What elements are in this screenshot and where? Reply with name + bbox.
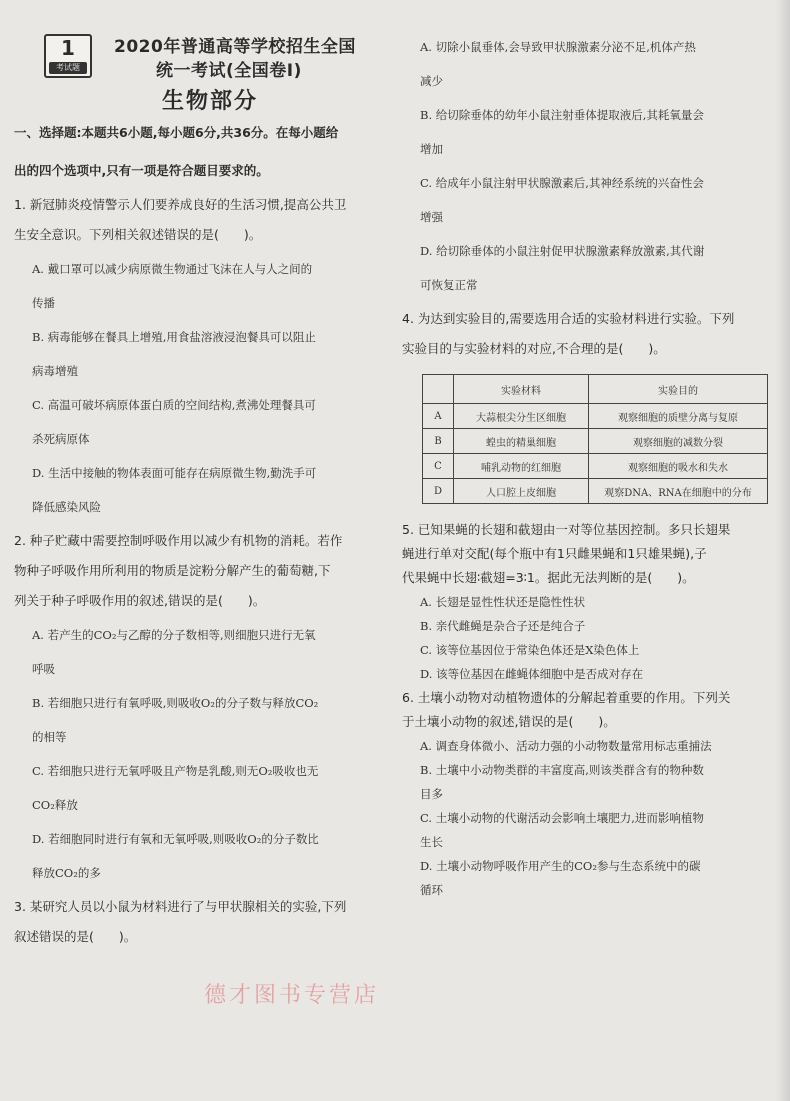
table-header-cell: 实验材料 (454, 375, 589, 404)
table-cell: 蝗虫的精巢细胞 (454, 429, 589, 454)
exam-title-line1: 2020年普通高等学校招生全国 (114, 37, 356, 57)
q6-option-c-line2: 生长 (420, 835, 443, 849)
table-row (423, 429, 768, 454)
q2-option-a-line1: A. 若产生的CO₂与乙醇的分子数相等,则细胞只进行无氧 (32, 628, 316, 642)
q1-option-b-line2: 病毒增殖 (32, 364, 78, 378)
q1-option-c-line2: 杀死病原体 (32, 432, 90, 446)
q1-stem-line1: 1. 新冠肺炎疫情警示人们要养成良好的生活习惯,提高公共卫 (14, 197, 347, 212)
question-3-options (402, 32, 778, 300)
section-instruction-line2: 出的四个选项中,只有一项是符合题目要求的。 (14, 163, 269, 178)
q5-stem-line2: 蝇进行单对交配(每个瓶中有1只雌果蝇和1只雄果蝇),子 (402, 546, 707, 561)
q2-stem-line3: 列关于种子呼吸作用的叙述,错误的是( )。 (14, 593, 266, 608)
table-cell: 人口腔上皮细胞 (454, 479, 589, 504)
right-column (402, 28, 778, 902)
q3-option-b-line1: B. 给切除垂体的幼年小鼠注射垂体提取液后,其耗氧量会 (420, 108, 704, 122)
scan-edge-shadow (776, 0, 790, 1101)
table-cell: 哺乳动物的红细胞 (454, 454, 589, 479)
q2-option-c-line2: CO₂释放 (32, 798, 78, 812)
q4-stem-line1: 4. 为达到实验目的,需要选用合适的实验材料进行实验。下列 (402, 311, 735, 326)
subject-title: 生物部分 (162, 89, 259, 114)
shop-watermark: 德才图书专营店 (204, 983, 380, 1008)
q3-stem-line1: 3. 某研究人员以小鼠为材料进行了与甲状腺相关的实验,下列 (14, 899, 347, 914)
table-cell: B (423, 429, 454, 454)
q1-option-d-line1: D. 生活中接触的物体表面可能存在病原微生物,勤洗手可 (32, 466, 317, 480)
q5-stem-line1: 5. 已知果蝇的长翅和截翅由一对等位基因控制。多只长翅果 (402, 522, 731, 537)
q1-option-c-line1: C. 高温可破坏病原体蛋白质的空间结构,煮沸处理餐具可 (32, 398, 316, 412)
q3-option-c-line1: C. 给成年小鼠注射甲状腺激素后,其神经系统的兴奋性会 (420, 176, 704, 190)
table-cell: D (423, 479, 454, 504)
q6-stem-line2: 于土壤小动物的叙述,错误的是( )。 (402, 714, 616, 729)
table-cell: 观察细胞的吸水和失水 (589, 454, 768, 479)
table-cell: A (423, 404, 454, 429)
q6-option-a: A. 调查身体微小、活动力强的小动物数量常用标志重捕法 (420, 739, 712, 753)
left-column (14, 28, 386, 952)
q3-option-a-line2: 减少 (420, 74, 443, 88)
q1-option-d-line2: 降低感染风险 (32, 500, 101, 514)
q3-stem-line2: 叙述错误的是( )。 (14, 929, 137, 944)
q6-stem-line1: 6. 土壤小动物对动植物遗体的分解起着重要的作用。下列关 (402, 690, 731, 705)
q2-option-b-line1: B. 若细胞只进行有氧呼吸,则吸收O₂的分子数与释放CO₂ (32, 696, 319, 710)
q3-option-c-line2: 增强 (420, 210, 443, 224)
table-header-cell (423, 375, 454, 404)
q2-option-c-line1: C. 若细胞只进行无氧呼吸且产物是乳酸,则无O₂吸收也无 (32, 764, 319, 778)
question-2 (14, 526, 386, 888)
q2-option-a-line2: 呼吸 (32, 662, 55, 676)
q6-option-d-line2: 循环 (420, 883, 443, 897)
badge-tag: 考试题 (49, 62, 87, 74)
table-cell: 观察DNA、RNA在细胞中的分布 (589, 479, 768, 504)
exam-header (14, 28, 386, 114)
q1-option-a-line2: 传播 (32, 296, 55, 310)
question-1 (14, 190, 386, 522)
q2-stem-line2: 物种子呼吸作用所利用的物质是淀粉分解产生的葡萄糖,下 (14, 563, 331, 578)
table-cell: C (423, 454, 454, 479)
badge-number: 1 (61, 36, 75, 60)
q6-option-d-line1: D. 土壤小动物呼吸作用产生的CO₂参与生态系统中的碳 (420, 859, 701, 873)
section-instruction-line1: 一、选择题:本题共6小题,每小题6分,共36分。在每小题给 (14, 125, 339, 140)
table-header-cell: 实验目的 (589, 375, 768, 404)
table-cell: 观察细胞的减数分裂 (589, 429, 768, 454)
q3-option-d-line2: 可恢复正常 (420, 278, 478, 292)
table-row (423, 404, 768, 429)
q2-stem-line1: 2. 种子贮藏中需要控制呼吸作用以减少有机物的消耗。若作 (14, 533, 343, 548)
question-3-stem (14, 892, 386, 952)
q2-option-d-line1: D. 若细胞同时进行有氧和无氧呼吸,则吸收O₂的分子数比 (32, 832, 319, 846)
question-4 (402, 304, 778, 504)
table-cell: 大蒜根尖分生区细胞 (454, 404, 589, 429)
table-row (423, 479, 768, 504)
question-6 (402, 686, 778, 902)
table-row (423, 454, 768, 479)
exam-title-line2: 统一考试(全国卷Ⅰ) (156, 61, 302, 81)
q3-option-a-line1: A. 切除小鼠垂体,会导致甲状腺激素分泌不足,机体产热 (420, 40, 696, 54)
q5-option-c: C. 该等位基因位于常染色体还是X染色体上 (420, 643, 640, 657)
q6-option-b-line2: 目多 (420, 787, 443, 801)
table-cell: 观察细胞的质壁分离与复原 (589, 404, 768, 429)
q2-option-d-line2: 释放CO₂的多 (32, 866, 101, 880)
exam-number-badge (44, 34, 92, 78)
question-5 (402, 518, 778, 686)
q6-option-b-line1: B. 土壤中小动物类群的丰富度高,则该类群含有的物种数 (420, 763, 704, 777)
q1-stem-line2: 生安全意识。下列相关叙述错误的是( )。 (14, 227, 262, 242)
q5-option-d: D. 该等位基因在雌蝇体细胞中是否成对存在 (420, 667, 644, 681)
q5-stem-line3: 代果蝇中长翅∶截翅=3∶1。据此无法判断的是( )。 (402, 570, 695, 585)
experiment-table (422, 374, 768, 504)
q2-option-b-line2: 的相等 (32, 730, 67, 744)
q5-option-b: B. 亲代雌蝇是杂合子还是纯合子 (420, 619, 586, 633)
q1-option-b-line1: B. 病毒能够在餐具上增殖,用食盐溶液浸泡餐具可以阻止 (32, 330, 316, 344)
q3-option-b-line2: 增加 (420, 142, 443, 156)
q6-option-c-line1: C. 土壤小动物的代谢活动会影响土壤肥力,进而影响植物 (420, 811, 704, 825)
table-header-row (423, 375, 768, 404)
q1-option-a-line1: A. 戴口罩可以减少病原微生物通过飞沫在人与人之间的 (32, 262, 313, 276)
q3-option-d-line1: D. 给切除垂体的小鼠注射促甲状腺激素释放激素,其代谢 (420, 244, 705, 258)
q5-option-a: A. 长翅是显性性状还是隐性性状 (420, 595, 586, 609)
q4-stem-line2: 实验目的与实验材料的对应,不合理的是( )。 (402, 341, 666, 356)
